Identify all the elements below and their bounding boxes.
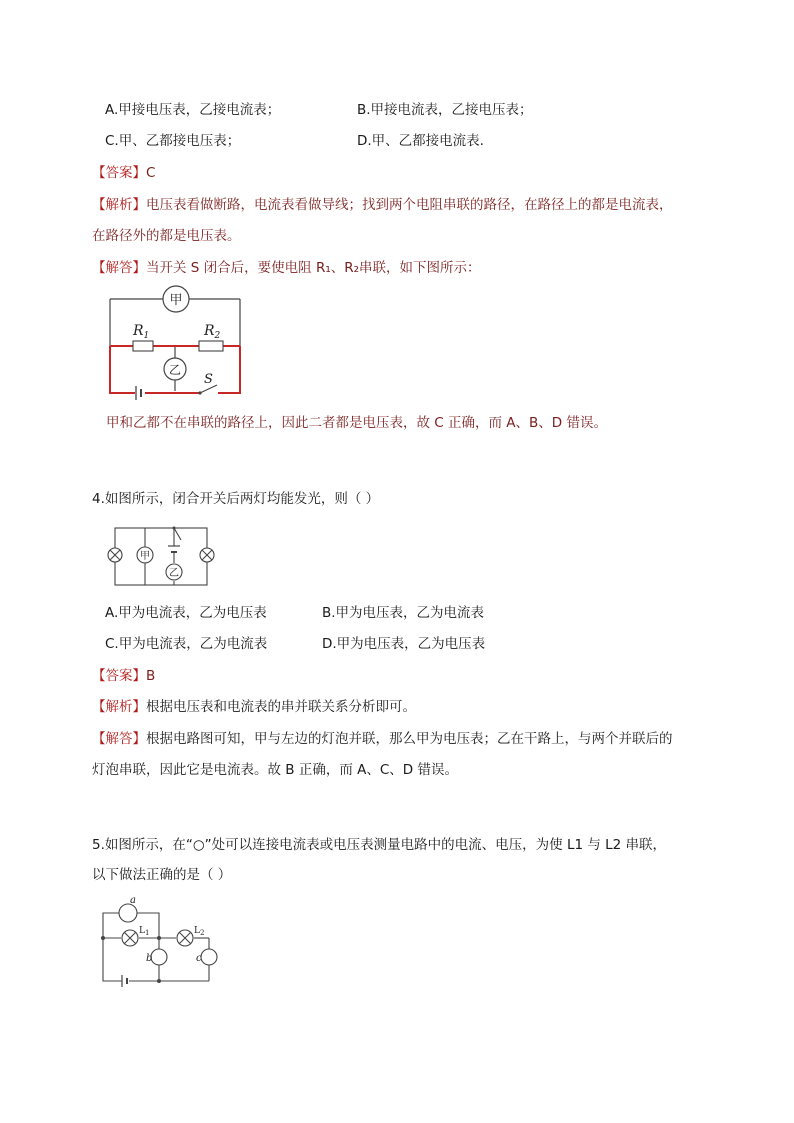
q4-answer-value: B xyxy=(146,668,156,684)
resistor-r2 xyxy=(199,341,223,351)
meter-yi-label: 乙 xyxy=(168,363,182,377)
question-5-stem-continued: 以下做法正确的是（ ） xyxy=(92,867,232,883)
q4-analysis-line: 【解析】根据电压表和电流表的串并联关系分析即可。 xyxy=(92,699,416,715)
svg-text:L1: $L_1$ xyxy=(139,926,150,937)
analysis-text-continued: 在路径外的都是电压表。 xyxy=(92,228,241,244)
switch-label: S xyxy=(204,372,213,387)
solution-tag: 【解答】 xyxy=(92,260,146,276)
q4-option-b: B.甲为电压表，乙为电流表 xyxy=(322,605,485,621)
option-b: B.甲接电流表，乙接电压表； xyxy=(357,102,533,118)
analysis-line xyxy=(92,196,673,214)
answer-value: C xyxy=(146,165,156,181)
svg-text:L2: $L_2$ xyxy=(194,926,205,937)
conclusion-text: 甲和乙都不在串联的路径上，因此二者都是电压表，故 C 正确，而 A、B、D 错误。 xyxy=(106,415,607,431)
analysis-tag: 【解析】 xyxy=(92,197,146,213)
answer-tag: 【答案】 xyxy=(92,165,146,181)
lamp-l1 xyxy=(122,930,138,946)
lamp-l2 xyxy=(177,930,193,946)
q3-circuit-diagram xyxy=(100,283,250,398)
q4-circuit-diagram xyxy=(103,518,218,590)
question-5-stem: 5.如图所示，在“○”处可以连接电流表或电压表测量电路中的电流、电压，为使 L1 与 L2 串联， xyxy=(92,837,667,853)
option-d: D.甲、乙都接电流表. xyxy=(357,133,484,149)
meter-a-label: a xyxy=(130,895,136,906)
option-a: A.甲接电压表，乙接电流表； xyxy=(105,102,281,118)
meter-b-label: b xyxy=(146,953,153,964)
question-4-stem: 4.如图所示，闭合开关后两灯均能发光，则（ ） xyxy=(92,491,380,507)
meter-c-label: c xyxy=(196,953,202,964)
q4-option-d: D.甲为电压表，乙为电压表 xyxy=(322,636,486,652)
resistor-r1 xyxy=(133,341,153,351)
svg-text:R2: $R_2$ xyxy=(204,323,221,341)
svg-text:R1: $R_1$ xyxy=(133,323,150,341)
q4-solution-continued: 灯泡串联，因此它是电流表。故 B 正确，而 A、C、D 错误。 xyxy=(92,762,458,778)
lamp-left xyxy=(108,548,122,562)
q4-meter-jia-label: 甲 xyxy=(140,551,150,562)
q4-option-c: C.甲为电流表，乙为电流表 xyxy=(105,636,268,652)
q4-solution-line: 【解答】根据电路图可知，甲与左边的灯泡并联，那么甲为电压表；乙在干路上，与两个并联后的 xyxy=(92,731,673,747)
analysis-text: 电压表看做断路，电流表看做导线；找到两个电阻串联的路径，在路径上的都是电流表， xyxy=(146,197,673,213)
option-c: C.甲、乙都接电压表； xyxy=(105,133,241,149)
answer-line xyxy=(92,164,155,182)
q5-circuit-diagram xyxy=(96,893,221,988)
q4-option-a: A.甲为电流表，乙为电压表 xyxy=(105,605,267,621)
meter-jia-label: 甲 xyxy=(169,293,183,308)
q4-meter-yi-label: 乙 xyxy=(169,568,179,579)
lamp-right xyxy=(200,548,214,562)
q4-answer-line: 【答案】B xyxy=(92,668,156,684)
solution-line xyxy=(92,259,481,277)
solution-text: 当开关 S 闭合后，要使电阻 R₁、R₂串联，如下图所示： xyxy=(146,260,481,276)
